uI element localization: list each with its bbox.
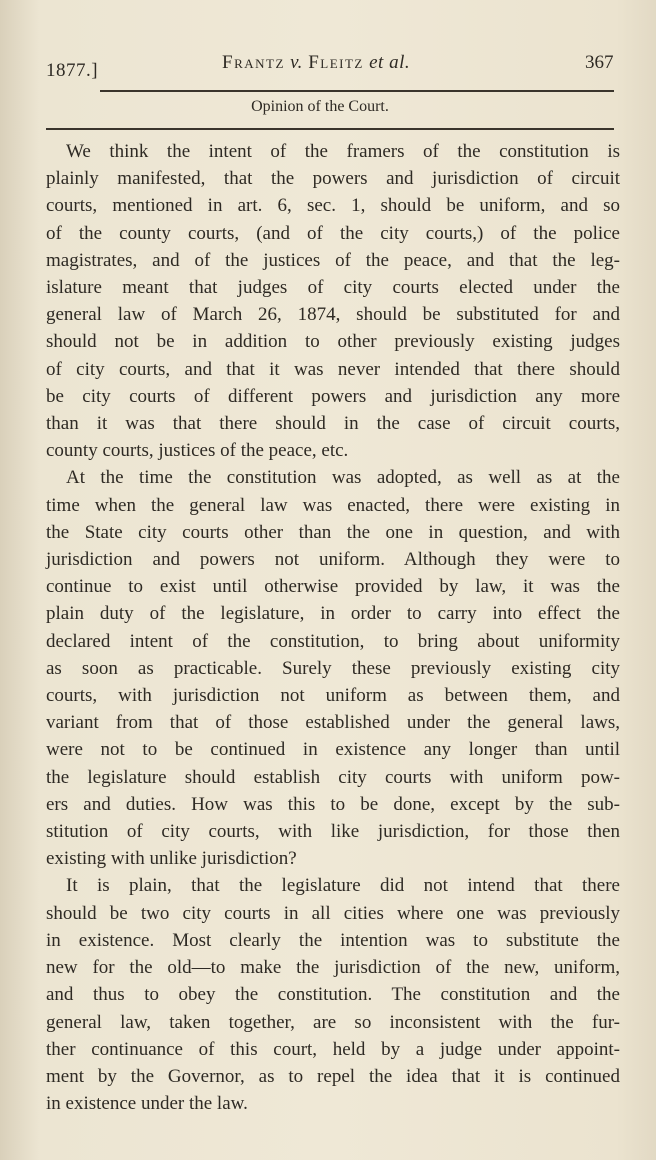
case-versus: v. [290,52,303,73]
text-line: the State city courts other than the one in question, and with [46,521,620,543]
text-line: as soon as practicable. Surely these previously existing city [46,657,620,679]
text-line: in existence. Most clearly the intention was to substitute the [46,929,620,951]
case-plaintiff: Frantz [222,52,285,73]
text-line: of the county courts, (and of the city courts,) of the police [46,222,620,244]
text-line: and thus to obey the constitution. The constitution and the [46,984,620,1006]
text-line: continue to exist until otherwise provided by law, it was the [46,576,620,598]
text-line: county courts, justices of the peace, etc. [46,440,349,462]
text-line: ers and duties. How was this to be done, except by the sub- [46,793,620,815]
header-rule-bottom [46,128,614,130]
text-line: courts, mentioned in art. 6, sec. 1, should be uniform, and so [46,195,620,217]
text-line: plain duty of the legislature, in order to carry into effect the [46,603,620,625]
paragraph [46,872,620,1117]
paragraph [46,464,620,872]
paragraph [46,138,620,464]
header-rule-top [100,90,614,92]
running-head [0,0,656,90]
text-line: were not to be continued in existence any longer than until [46,739,620,761]
text-line: than it was that there should in the case of circuit courts, [46,413,620,435]
text-line: At the time the constitution was adopted, as well as at the [66,467,620,489]
text-line: general law, taken together, are so inconsistent with the fur- [46,1011,620,1033]
text-line: general law of March 26, 1874, should be substituted for and [46,304,620,326]
text-line: We think the intent of the framers of the constitution is [66,141,620,162]
text-line: of city courts, and that it was never intended that there should [46,358,620,380]
text-line: courts, with jurisdiction not uniform as between them, and [46,685,620,707]
text-line: new for the old—to make the jurisdiction of the new, uniform, [46,957,620,979]
text-line: stitution of city courts, with like jurisdiction, for those then [46,821,620,843]
text-line: time when the general law was enacted, there were existing in [46,494,620,516]
text-line: variant from that of those established under the general laws, [46,712,620,734]
text-line: plainly manifested, that the powers and jurisdiction of circuit [46,168,620,190]
text-line: ment by the Governor, as to repel the idea that it is continued [46,1065,620,1087]
text-line: be city courts of different powers and jurisdiction any more [46,385,620,407]
text-line: should be two city courts in all cities where one was previously [46,902,620,924]
case-defendant: Fleitz [308,52,364,73]
page-number: 367 [585,52,614,73]
case-etal: et al. [369,52,411,73]
text-line: islature meant that judges of city courts elected under the [46,277,620,299]
text-line: ther continuance of this court, held by a judge under appoint- [46,1038,620,1060]
text-line: in existence under the law. [46,1093,248,1115]
text-line: should not be in addition to other previously existing judges [46,331,620,353]
section-title-text: Opinion of the Court. [251,98,389,115]
year-label: 1877.] [46,60,99,81]
case-title [222,52,410,74]
opinion-body [46,138,620,1117]
section-title [0,98,656,116]
text-line: magistrates, and of the justices of the peace, and that the leg- [46,249,620,271]
text-line: declared intent of the constitution, to bring about uniformity [46,630,620,652]
text-line: the legislature should establish city courts with uniform pow- [46,766,620,788]
text-line: jurisdiction and powers not uniform. Although they were to [46,549,620,571]
text-line: existing with unlike jurisdiction? [46,848,297,870]
text-line: It is plain, that the legislature did not intend that there [66,875,620,897]
